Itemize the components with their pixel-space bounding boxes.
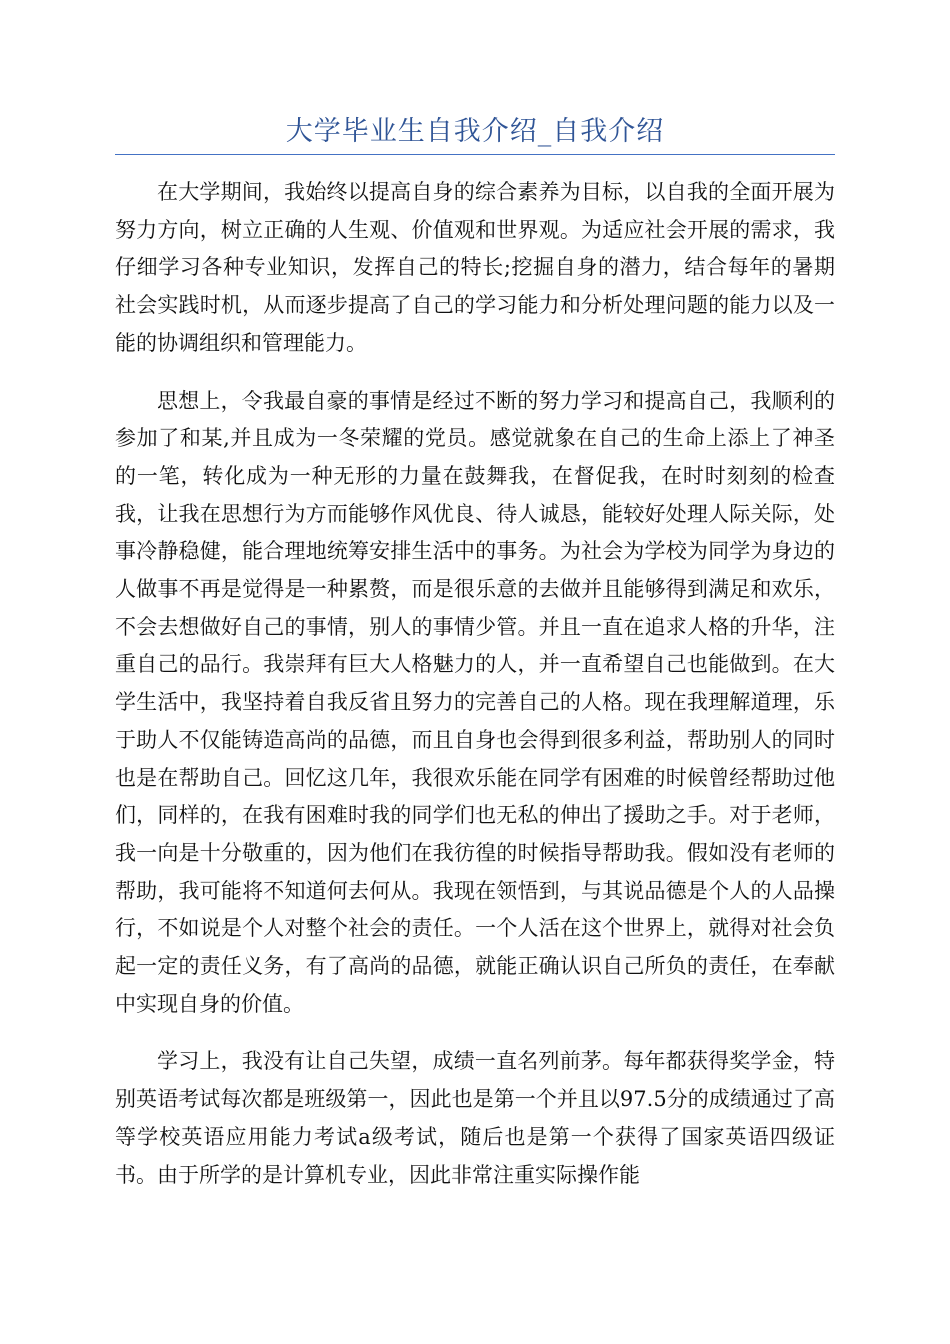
title-underline	[115, 154, 835, 155]
paragraph-2: 思想上，令我最自豪的事情是经过不断的努力学习和提高自己，我顺利的参加了和某,并且成为一冬荣耀的党员。感觉就象在自己的生命上添上了神圣的一笔，转化成为一种无形的力量在鼓舞我，在督促我，在时时刻刻的检查我，让我在思想行为方而能够作风优良、待人诚恳，能较好处理人际关际，处事冷静稳健，能合理地统筹安排生活中的事务。为社会为学校为同学为身边的人做事不再是觉得是一种累赘，而是很乐意的去做并且能够得到满足和欢乐，不会去想做好自己的事情，别人的事情少管。并且一直在追求人格的升华，注重自己的品行。我崇拜有巨大人格魅力的人，并一直希望自己也能做到。在大学生活中，我坚持着自我反省且努力的完善自己的人格。现在我理解道理，乐于助人不仅能铸造高尚的品德，而且自身也会得到很多利益，帮助别人的同时也是在帮助自己。回忆这几年，我很欢乐能在同学有困难的时候曾经帮助过他们，同样的，在我有困难时我的同学们也无私的伸出了援助之手。对于老师，我一向是十分敬重的，因为他们在我彷徨的时候指导帮助我。假如没有老师的帮助，我可能将不知道何去何从。我现在领悟到，与其说品德是个人的人品操行，不如说是个人对整个社会的责任。一个人活在这个世界上，就得对社会负起一定的责任义务，有了高尚的品德，就能正确认识自己所负的责任，在奉献中实现自身的价值。	[115, 388, 835, 1016]
document-body	[115, 174, 835, 1214]
paragraph-1: 在大学期间，我始终以提高自身的综合素养为目标，以自我的全面开展为努力方向，树立正确的人生观、价值观和世界观。为适应社会开展的需求，我仔细学习各种专业知识，发挥自己的特长;挖掘自身的潜力，结合每年的暑期社会实践时机，从而逐步提高了自己的学习能力和分析处理问题的能力以及一能的协调组织和管理能力。	[115, 180, 835, 355]
paragraph-3: 学习上，我没有让自己失望，成绩一直名列前茅。每年都获得奖学金，特别英语考试每次都是班级第一，因此也是第一个并且以97.5分的成绩通过了高等学校英语应用能力考试a级考试，随后也是第一个获得了国家英语四级证书。由于所学的是计算机专业，因此非常注重实际操作能	[115, 1049, 835, 1187]
document-title: 大学毕业生自我介绍_自我介绍	[285, 116, 665, 147]
